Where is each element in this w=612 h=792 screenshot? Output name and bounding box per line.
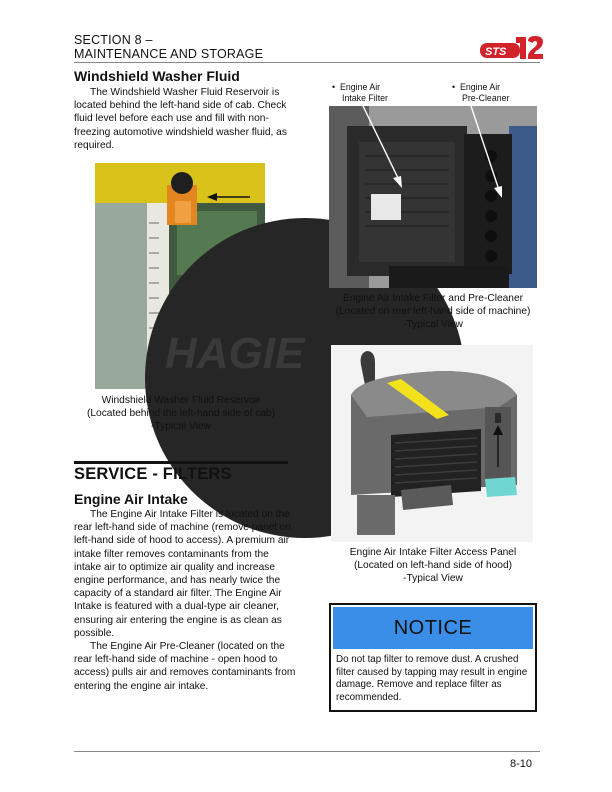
engine-air-intake-paragraph-2: The Engine Air Pre-Cleaner (located on the rear left-hand side of machine - open hood to access) pulls air and removes contaminants from entering the engine air intake. bbox=[74, 641, 296, 692]
pre-cleaner-label-line2: Pre-Cleaner bbox=[462, 92, 510, 103]
air-filter-photo bbox=[329, 106, 537, 288]
air-filter-caption-line2: (Located on rear left-hand side of machine) bbox=[335, 306, 531, 317]
intake-filter-label bbox=[332, 82, 442, 103]
section-title-header: MAINTENANCE AND STORAGE bbox=[74, 47, 264, 61]
air-filter-caption-line3: -Typical View bbox=[403, 319, 463, 330]
pre-cleaner-label-line1: Engine Air bbox=[459, 82, 501, 92]
engine-air-intake-text bbox=[74, 508, 296, 693]
section-header bbox=[74, 33, 263, 61]
pre-cleaner-label bbox=[452, 82, 552, 103]
intake-filter-label-line1: Engine Air bbox=[339, 82, 381, 92]
section-divider bbox=[74, 461, 288, 464]
section-number: SECTION 8 – bbox=[74, 33, 153, 47]
washer-heading: Windshield Washer Fluid bbox=[74, 68, 240, 84]
access-panel-caption-line3: -Typical View bbox=[403, 573, 463, 584]
washer-caption-line3: -Typical View bbox=[151, 421, 211, 432]
header-divider bbox=[74, 62, 540, 63]
notice-title: NOTICE bbox=[333, 607, 533, 649]
notice-box bbox=[329, 603, 537, 712]
service-filters-title: SERVICE - FILTERS bbox=[74, 465, 232, 483]
access-panel-caption-line2: (Located on left-hand side of hood) bbox=[353, 560, 513, 571]
washer-caption-line2: (Located behind the left-hand side of cab) bbox=[86, 408, 276, 419]
intake-filter-label-line2: Intake Filter bbox=[342, 92, 388, 103]
bullet-glyph: • bbox=[332, 82, 336, 92]
sts12-logo bbox=[478, 34, 546, 62]
bullet-glyph: • bbox=[452, 82, 456, 92]
notice-text: Do not tap filter to remove dust. A crushed filter caused by tapping may result in engine damage. Remove and replace filter as recommended. bbox=[336, 654, 528, 703]
washer-caption-line1: Windshield Washer Fluid Reservoir bbox=[101, 395, 261, 406]
air-filter-caption bbox=[320, 292, 546, 331]
access-panel-photo bbox=[331, 345, 533, 542]
engine-air-intake-heading: Engine Air Intake bbox=[74, 491, 188, 507]
washer-paragraph: The Windshield Washer Fluid Reservoir is located behind the left-hand side of cab. Check fluid level before each use and fill with non-freezing automotive windshield washer fluid, as required. bbox=[74, 87, 287, 151]
washer-paragraph-block bbox=[74, 86, 296, 152]
page-number: 8-10 bbox=[510, 758, 533, 770]
footer-divider bbox=[74, 751, 540, 752]
svg-text:STS: STS bbox=[485, 46, 507, 58]
washer-reservoir-photo bbox=[95, 163, 305, 389]
engine-air-intake-paragraph-1: The Engine Air Intake Filter is located on the rear left-hand side of machine (remove panel on left-hand side of hood to access). A premium air intake filter removes contaminants from the intake air to optimize air quality and increase engine performance, and has nearly twice the capacity of a standard air filter. The Engine Air Intake is featured with a dual-type air cleaner, ensuring air entering the engine is as clean as possible. bbox=[74, 509, 291, 639]
access-panel-caption bbox=[329, 546, 537, 585]
svg-text:HAGIE: HAGIE bbox=[165, 329, 305, 378]
washer-caption bbox=[74, 394, 288, 433]
access-panel-caption-line1: Engine Air Intake Filter Access Panel bbox=[349, 547, 517, 558]
air-filter-caption-line1: Engine Air Intake Filter and Pre-Cleaner bbox=[342, 293, 524, 304]
